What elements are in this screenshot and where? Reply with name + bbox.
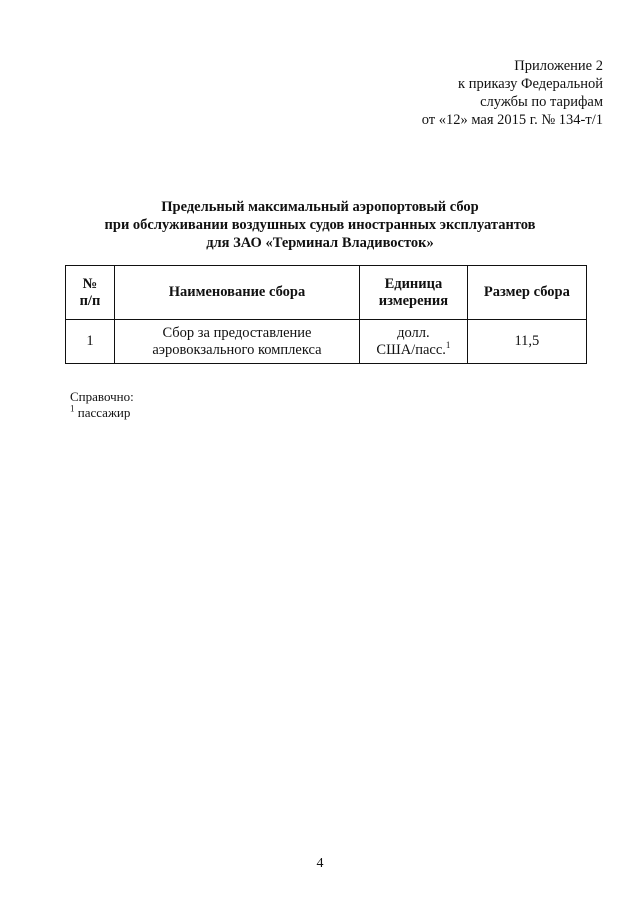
header-unit-line: Единица — [384, 275, 443, 292]
attachment-header-line: Приложение 2 — [514, 58, 603, 74]
footnote — [70, 405, 134, 421]
fee-table — [65, 265, 587, 364]
document-title — [0, 198, 640, 252]
header-unit — [360, 266, 468, 320]
header-fee-name: Наименование сбора — [114, 266, 359, 320]
row-unit-line — [364, 339, 463, 359]
attachment-header-line: службы по тарифам — [480, 94, 603, 110]
page-number: 4 — [316, 856, 324, 871]
document-title-line: для ЗАО «Терминал Владивосток» — [206, 235, 434, 251]
table-row — [66, 320, 587, 364]
row-fee-name-line: аэровокзального комплекса — [152, 341, 322, 358]
table-header-row — [66, 266, 587, 320]
header-number — [66, 266, 115, 320]
header-fee-size: Размер сбора — [467, 266, 586, 320]
header-unit-line: измерения — [378, 292, 449, 309]
notes-label: Справочно: — [70, 389, 134, 404]
attachment-header — [422, 57, 603, 129]
document-title-line: Предельный максимальный аэропортовый сбор — [161, 199, 479, 215]
row-unit — [360, 320, 468, 364]
header-number-abbr: п/п — [79, 292, 101, 309]
row-unit-line: долл. — [397, 324, 430, 341]
footnote-mark: 1 — [70, 403, 75, 414]
document-title-line: при обслуживании воздушных судов иностранных эксплуатантов — [104, 217, 536, 233]
row-fee-name-line: Сбор за предоставление — [162, 324, 312, 341]
row-unit-text: США/пасс. — [376, 341, 446, 358]
footnote-text: пассажир — [74, 405, 131, 420]
row-fee-size: 11,5 — [467, 320, 586, 364]
header-number-symbol: № — [82, 275, 98, 292]
row-number: 1 — [66, 320, 115, 364]
attachment-header-line: от «12» мая 2015 г. № 134-т/1 — [421, 112, 603, 128]
attachment-header-line: к приказу Федеральной — [458, 76, 603, 92]
reference-notes — [70, 389, 134, 421]
footnote-reference: 1 — [445, 339, 451, 350]
row-fee-name — [114, 320, 359, 364]
